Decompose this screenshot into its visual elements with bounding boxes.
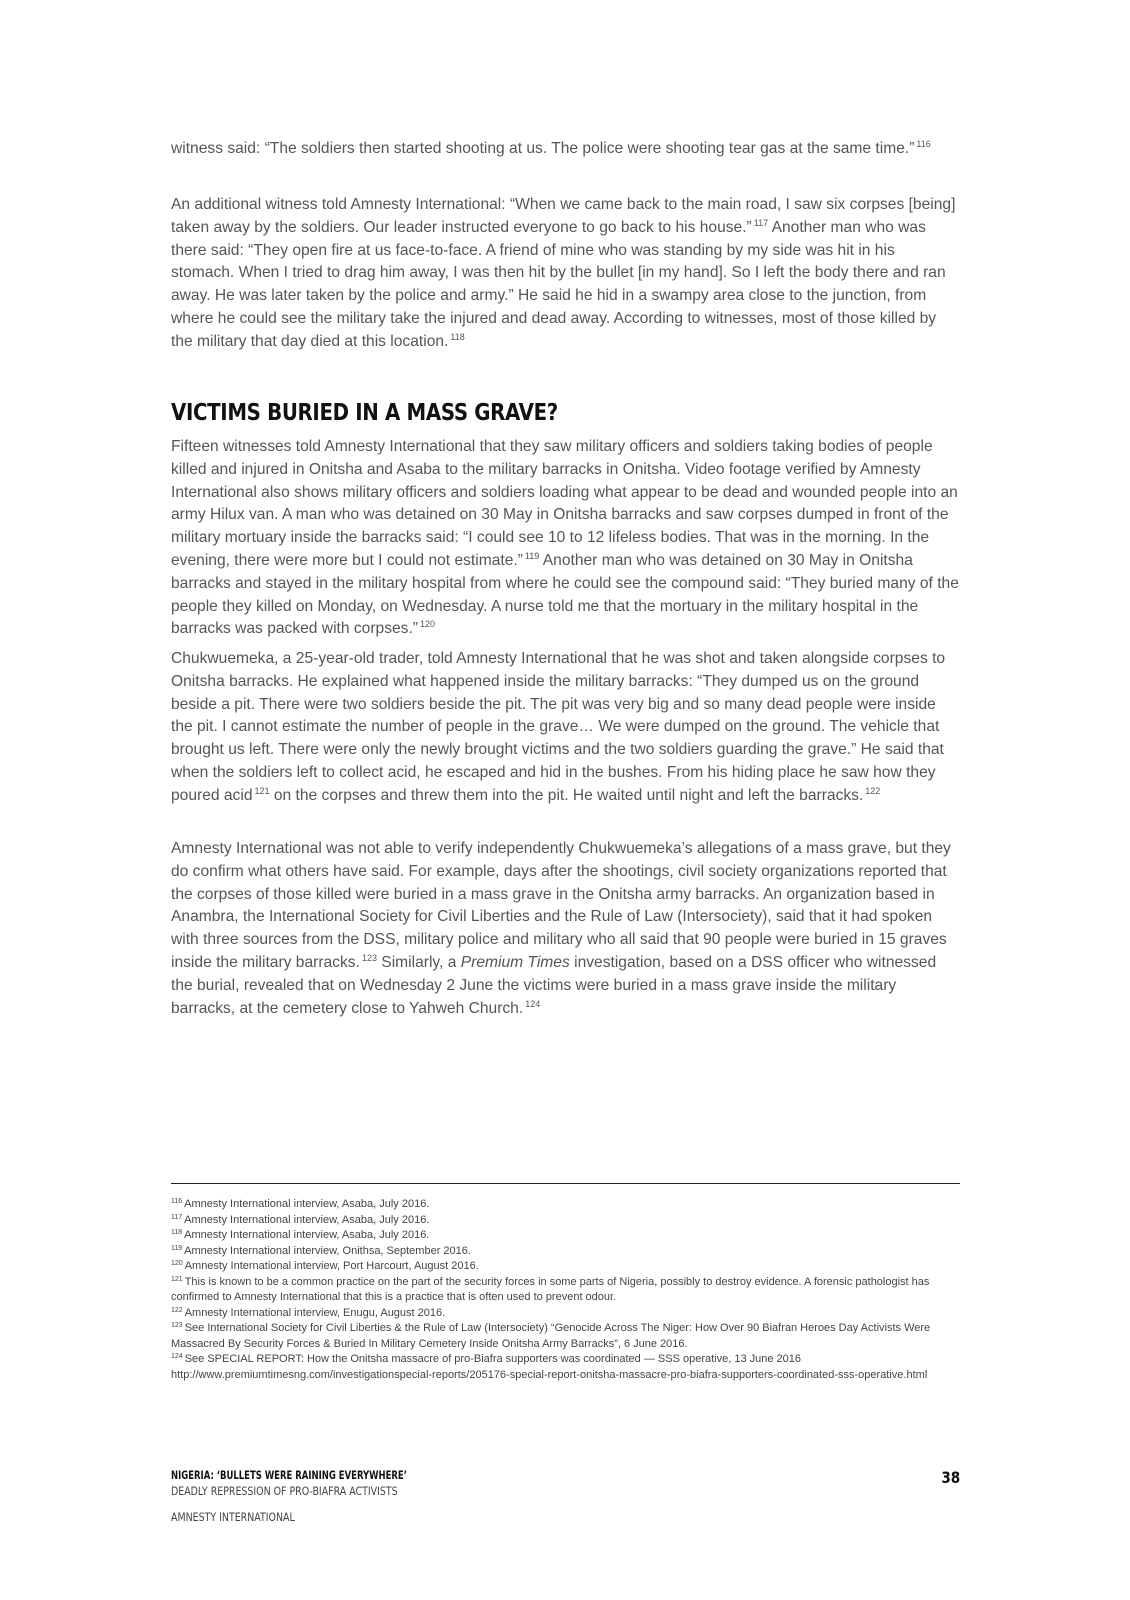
footnote-text: Amnesty International interview, Asaba, July 2016. [184, 1229, 430, 1241]
footnote-text: See International Society for Civil Liberties & the Rule of Law (Intersociety) “Genocide Across The Niger: How Over 90 Biafran Heroes Day Activists Were Massacred By Security Forces & Buried In Military Cemetery Inside Onitsha Army Barracks”, 6 June 2016. [171, 1322, 931, 1350]
paragraph-2 [171, 194, 959, 354]
publication-title: Premium Times [460, 953, 570, 971]
footnote-text: Amnesty International interview, Asaba, July 2016. [184, 1198, 430, 1210]
footnote-ref[interactable]: 116 [916, 139, 931, 149]
footnote-number: 117 [171, 1213, 183, 1221]
footnote-text[interactable]: See SPECIAL REPORT: How the Onitsha massacre of pro-Biafra supporters was coordinated — SSS operative, 13 June 2016 http://www.premiumtimesng.com/investigationspecial-reports/205176-special-report-onitsha-massacre-pro-biafra-supporters-coordinated-sss-operative.html [171, 1353, 928, 1381]
paragraph-text: Amnesty International was not able to verify independently Chukwuemeka’s allegations of a mass grave, but they do confirm what others have said. For example, days after the shootings, civil society organizations reported that the corpses of those killed were buried in a mass grave in the Onitsha army barracks. An organization based in Anambra, the International Society for Civil Liberties and the Rule of Law (Intersociety), said that it had spoken with three sources from the DSS, military police and military who all said that 90 people were buried in 15 graves inside the military barracks. [171, 840, 951, 971]
footnotes [171, 1197, 960, 1383]
footnote [171, 1259, 960, 1275]
footnote-ref[interactable]: 121 [254, 785, 270, 796]
footnote-text: Amnesty International interview, Port Harcourt, August 2016. [184, 1260, 479, 1272]
paragraph-text: Similarly, a [376, 953, 461, 971]
footnote [171, 1275, 960, 1306]
footnote-ref[interactable]: 122 [865, 785, 881, 796]
page-number: 38 [941, 1468, 960, 1487]
report-subtitle: DEADLY REPRESSION OF PRO-BIAFRA ACTIVISTS [171, 1484, 398, 1498]
footnote-number: 123 [171, 1322, 183, 1329]
footnote-number: 118 [171, 1229, 183, 1236]
paragraph-3 [171, 436, 959, 641]
footnote-number: 124 [171, 1353, 183, 1360]
paragraph-text: investigation, based on a DSS officer who witnessed the burial, revealed that on Wednesday 2 June the victims were buried in a mass grave inside the military barracks, at the cemetery close to Yahweh Church. [171, 953, 937, 1017]
footnote-text: Amnesty International interview, Asaba, July 2016. [184, 1213, 430, 1226]
paragraph-text: on the corpses and threw them into the pit. He waited until night and left the barracks. [269, 786, 864, 804]
footnote-number: 116 [171, 1198, 183, 1205]
footnote [171, 1244, 960, 1260]
footnote-text: Amnesty International interview, Enugu, August 2016. [184, 1306, 446, 1319]
footnote [171, 1213, 960, 1229]
paragraph-text: witness said: “The soldiers then started shooting at us. The police were shooting tear gas at the same time.” [171, 140, 915, 157]
footnote-number: 119 [171, 1244, 183, 1252]
paragraph-5 [171, 838, 959, 1020]
paragraph-1 [171, 138, 959, 161]
footnote-ref[interactable]: 118 [450, 331, 465, 342]
paragraph-text: Fifteen witnesses told Amnesty International that they saw military officers and soldiers taking bodies of people killed and injured in Onitsha and Asaba to the military barracks in Onitsha. Video footage verified by Amnesty International also shows military officers and soldiers loading what appear to be dead and wounded people into an army Hilux van. A man who was detained on 30 May in Onitsha barracks and saw corpses dumped in front of the military mortuary inside the barracks said: “I could see 10 to 12 lifeless bodies. That was in the morning. In the evening, there were more but I could not estimate.” [171, 438, 958, 569]
footnote-number: 120 [171, 1260, 183, 1267]
footnote-text: Amnesty International interview, Onithsa, September 2016. [184, 1244, 471, 1257]
paragraph-text: Chukwuemeka, a 25-year-old trader, told Amnesty International that he was shot and taken alongside corpses to Onitsha barracks. He explained what happened inside the military barracks: “They dumped us on the ground beside a pit. There were two soldiers beside the pit. The pit was very big and so many dead people were inside the pit. I cannot estimate the number of people in the grave… We were dumped on the ground. The vehicle that brought us left. There were only the newly brought victims and the two soldiers guarding the grave.” He said that when the soldiers left to collect acid, he escaped and hid in the bushes. From his hiding place he saw how they poured acid [171, 650, 946, 804]
section-heading: VICTIMS BURIED IN A MASS GRAVE? [171, 400, 558, 426]
paragraph-text: Another man who was there said: “They open fire at us face-to-face. A friend of mine who was standing by my side was hit in his stomach. When I tried to drag him away, I was then hit by the bullet [in my hand]. So I left the body there and ran away. He was later taken by the police and army.” He said he hid in a swampy area close to the junction, from where he could see the military take the injured and dead away. According to witnesses, most of those killed by the military that day died at this location. [171, 218, 946, 350]
footnote-ref[interactable]: 124 [525, 998, 541, 1009]
footnote-ref[interactable]: 119 [524, 550, 540, 561]
paragraph-4 [171, 648, 959, 808]
footnote-number: 122 [171, 1306, 183, 1314]
report-title: NIGERIA: ‘BULLETS WERE RAINING EVERYWHERE’ [171, 1468, 407, 1482]
footnote [171, 1197, 960, 1213]
footnote-divider [171, 1183, 960, 1184]
footnote [171, 1321, 960, 1352]
paragraph-text: An additional witness told Amnesty International: “When we came back to the main road, I saw six corpses [being] taken away by the soldiers. Our leader instructed everyone to go back to his house.” [171, 196, 956, 236]
footnote [171, 1228, 960, 1244]
footnote-text: This is known to be a common practice on the part of the security forces in some parts of Nigeria, possibly to destroy evidence. A forensic pathologist has confirmed to Amnesty International that this is a practice that is often used to prevent odour. [171, 1275, 930, 1303]
footnote-ref[interactable]: 120 [420, 619, 436, 630]
footnote [171, 1306, 960, 1322]
footnote-ref[interactable]: 117 [753, 217, 769, 228]
footnote-number: 121 [171, 1275, 183, 1283]
footnote-ref[interactable]: 123 [361, 952, 377, 963]
paragraph-text: Another man who was detained on 30 May in Onitsha barracks and stayed in the military hospital from where he could see the compound said: “They buried many of the people they killed on Monday, on Wednesday. A nurse told me that the mortuary in the military hospital in the barracks was packed with corpses.” [171, 551, 959, 638]
footnote [171, 1352, 960, 1383]
organization-name: AMNESTY INTERNATIONAL [171, 1510, 295, 1524]
